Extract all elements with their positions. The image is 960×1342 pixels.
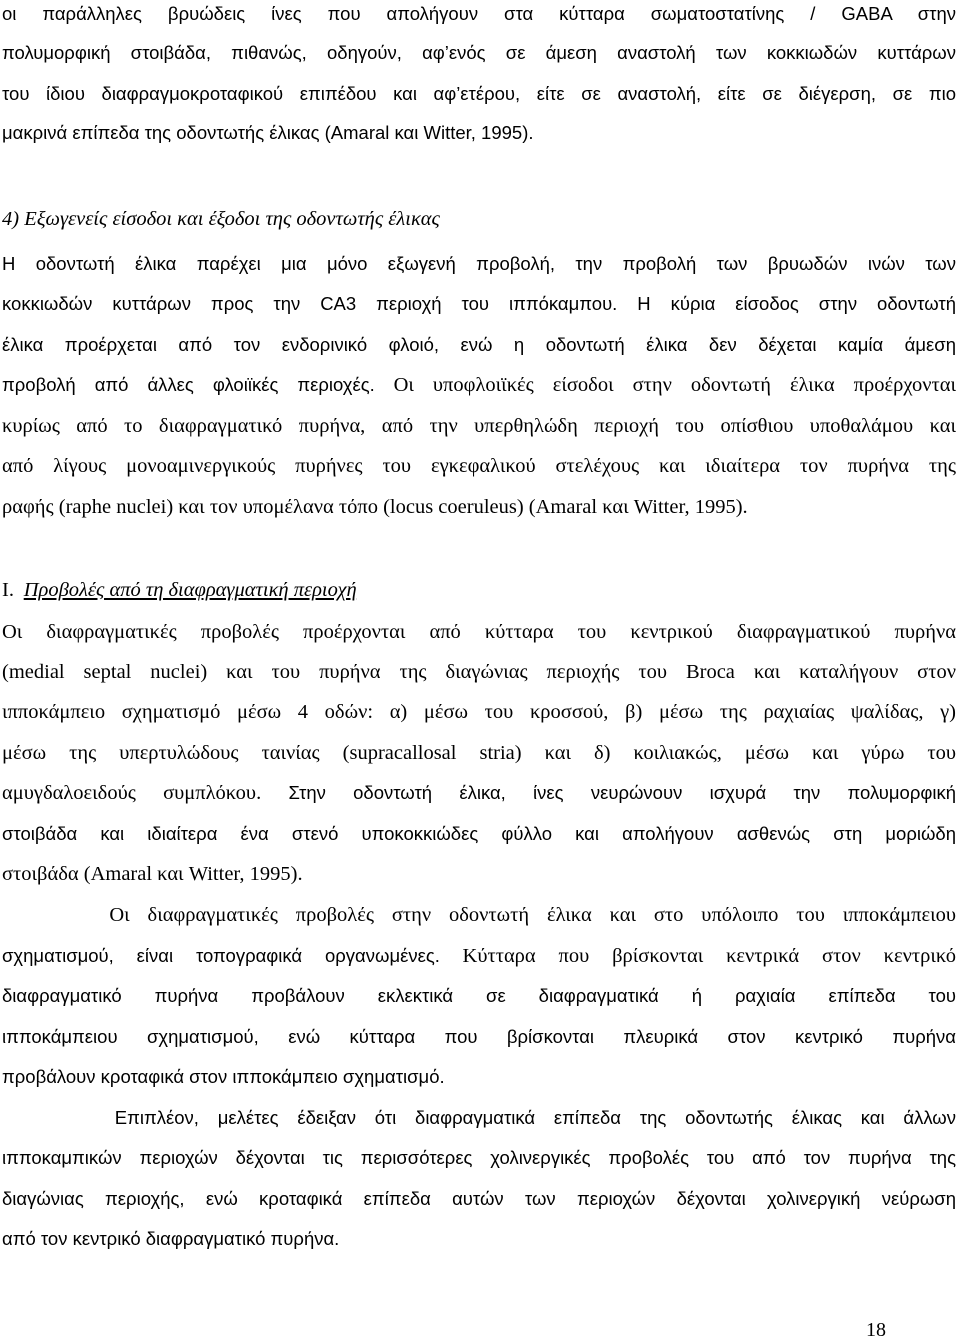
text-line: ιπποκάμπειου σχηματισμού, ενώ κύτταρα που βρίσκονται πλευρικά στον κεντρικό πυρήνα	[2, 1026, 956, 1047]
text-line	[2, 944, 956, 969]
text-line: ιπποκάμπειο σχηματισμό μέσω 4 οδών: α) μέσω του κροσσού, β) μέσω της ραχιαίας ψαλίδας, γ)	[2, 701, 956, 723]
text-line	[2, 373, 956, 398]
text-line	[2, 1106, 956, 1130]
text-run: Στην οδοντωτή έλικα, ίνες νευρώνουν ισχυρά την πολυμορφική	[288, 782, 957, 803]
text-run: αμυγδαλοειδούς συμπλόκου.	[2, 782, 262, 804]
text-line: οι παράλληλες βρυώδεις ίνες που απολήγουν στα κύτταρα σωματοστατίνης / GABA στην	[2, 3, 956, 24]
text-line: Η οδοντωτή έλικα παρέχει μια μόνο εξωγενή προβολή, την προβολή των βρυωδών ινών των	[2, 253, 956, 274]
text-line: πολυμορφική στοιβάδα, πιθανώς, οδηγούν, αφ’ενός σε άμεση αναστολή των κοκκιωδών κυττάρων	[2, 42, 956, 63]
text-line: του ίδιου διαφραγμοκροταφικού επιπέδου και αφ’ετέρου, είτε σε αναστολή, είτε σε διέγερση, σε πιο	[2, 83, 956, 104]
text-run: Οι διαφραγματικές προβολές στην οδοντωτή έλικα και στο υπόλοιπο του ιπποκάμπειου	[109, 904, 957, 926]
text-line: προβάλουν κροταφικά στον ιπποκάμπειο σχηματισμό.	[2, 1066, 445, 1087]
text-line: κοκκιωδών κυττάρων προς την CA3 περιοχή του ιππόκαμπου. Η κύρια είσοδος στην οδοντωτή	[2, 293, 956, 314]
text-run: Κύτταρα που βρίσκονται κεντρικά στον κεντρικό	[462, 945, 956, 967]
text-run: προβολή από άλλες φλοιϊκές περιοχές.	[2, 374, 375, 395]
section-title: Προβολές από τη διαφραγματική περιοχή	[23, 579, 357, 601]
text-line: (medial septal nuclei) και του πυρήνα της διαγώνιας περιοχής του Broca και καταλήγουν στον	[2, 661, 956, 683]
text-line	[2, 781, 956, 805]
section-number: I.	[2, 579, 14, 601]
text-run: Οι υποφλοιϊκές είσοδοι στην οδοντωτή έλικα προέρχονται	[393, 374, 956, 396]
text-line: Οι διαφραγματικές προβολές προέρχονται από κύτταρα του κεντρικού διαφραγματικού πυρήνα	[2, 621, 956, 643]
text-run: Επιπλέον, μελέτες έδειξαν ότι διαφραγματικά επίπεδα της οδοντωτής έλικας και άλλων	[114, 1107, 956, 1128]
text-line: διαφραγματικό πυρήνα προβάλουν εκλεκτικά σε διαφραγματικά ή ραχιαία επίπεδα του	[2, 985, 956, 1006]
text-line: μέσω της υπερτυλώδους ταινίας (supracallosal stria) και δ) κοιλιακώς, μέσω και γύρω του	[2, 742, 956, 764]
text-line: μακρινά επίπεδα της οδοντωτής έλικας (Amaral και Witter, 1995).	[2, 122, 534, 143]
text-line	[2, 903, 956, 927]
text-line: από τον κεντρικό διαφραγματικό πυρήνα.	[2, 1228, 340, 1249]
text-line: διαγώνιας περιοχής, ενώ κροταφικά επίπεδα αυτών των περιοχών δέχονται χολινεργική νεύρωση	[2, 1188, 956, 1209]
text-line: έλικα προέρχεται από τον ενδορινικό φλοιό, ενώ η οδοντωτή έλικα δεν δέχεται καμία άμεση	[2, 334, 956, 355]
section-heading: 4) Εξωγενείς είσοδοι και έξοδοι της οδοντωτής έλικας	[2, 208, 440, 230]
text-line: ιπποκαμπικών περιοχών δέχονται τις περισσότερες χολινεργικές προβολές του από τον πυρήνα της	[2, 1147, 956, 1168]
section-heading	[2, 578, 956, 603]
text-line: στοιβάδα (Amaral και Witter, 1995).	[2, 863, 303, 885]
text-line: από λίγους μονοαμινεργικούς πυρήνες του εγκεφαλικού στελέχους και ιδιαίτερα τον πυρήνα της	[2, 455, 956, 477]
page-number: 18	[866, 1319, 886, 1341]
text-run: σχηματισμού, είναι τοπογραφικά οργανωμένες.	[2, 945, 440, 966]
text-line: ραφής (raphe nuclei) και τον υπομέλανα τόπο (locus coeruleus) (Amaral και Witter, 1995).	[2, 496, 748, 518]
text-line: στοιβάδα και ιδιαίτερα ένα στενό υποκοκκιώδες φύλλο και απολήγουν ασθενώς στη μοριώδη	[2, 823, 956, 844]
text-line: κυρίως από το διαφραγματικό πυρήνα, από την υπερθηλώδη περιοχή του οπίσθιου υποθαλάμου και	[2, 415, 956, 437]
